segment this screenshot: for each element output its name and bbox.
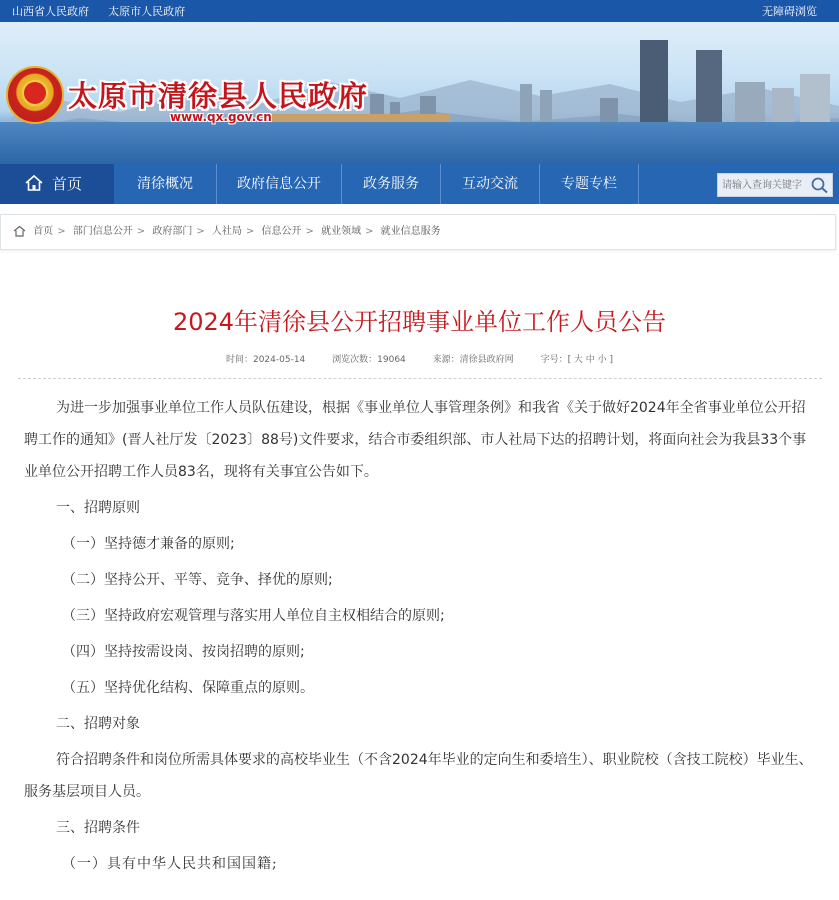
breadcrumb-bar xyxy=(0,214,836,250)
font-size-control[interactable]: 字号：[ 大 中 小 ] xyxy=(540,355,614,365)
breadcrumb-link[interactable]: 部门信息公开 xyxy=(72,226,133,237)
site-title: 太原市清徐县人民政府 xyxy=(68,79,369,113)
search-input[interactable] xyxy=(722,176,808,194)
section-heading: 三、招聘条件 xyxy=(56,820,140,836)
water-area xyxy=(0,122,839,164)
publish-time: 时间：2024-05-14 xyxy=(225,355,306,365)
main-nav xyxy=(0,164,839,204)
nav-item-overview[interactable]: 清徐概况 xyxy=(137,176,193,192)
breadcrumb: 首页 > 部门信息公开 > 政府部门 > 人社局 > 信息公开 > 就业领域 > 就业信息服务 xyxy=(13,215,441,249)
building xyxy=(540,90,552,124)
nav-item-gov-services[interactable]: 政务服务 xyxy=(363,176,419,192)
breadcrumb-link[interactable]: 政府部门 xyxy=(152,226,193,237)
nav-item-interaction[interactable]: 互动交流 xyxy=(462,176,518,192)
home-icon xyxy=(13,225,26,237)
list-item: （一）坚持德才兼备的原则; xyxy=(62,536,235,552)
site-banner xyxy=(0,22,839,164)
list-item: （一）具有中华人民共和国国籍; xyxy=(62,856,278,872)
list-item: （二）坚持公开、平等、竞争、择优的原则; xyxy=(62,572,333,588)
article-meta xyxy=(0,352,839,365)
building xyxy=(735,82,765,124)
nav-item-special-topics[interactable]: 专题专栏 xyxy=(561,176,617,192)
article-title: 2024年清徐县公开招聘事业单位工作人员公告 xyxy=(172,308,667,336)
breadcrumb-link[interactable]: 信息公开 xyxy=(261,226,302,237)
nav-home-label: 首页 xyxy=(52,175,83,193)
breadcrumb-link[interactable]: 人社局 xyxy=(211,226,242,237)
taiyuan-gov-link[interactable]: 太原市人民政府 xyxy=(108,5,186,18)
building xyxy=(520,84,532,124)
article-body xyxy=(24,392,814,884)
title-divider xyxy=(18,378,822,379)
search-box xyxy=(717,173,833,197)
list-item: （三）坚持政府宏观管理与落实用人单位自主权相结合的原则; xyxy=(62,608,445,624)
top-strip xyxy=(0,0,839,22)
article-source: 来源：清徐县政府网 xyxy=(432,355,514,365)
accessibility-link[interactable]: 无障碍浏览 xyxy=(762,5,817,18)
tower xyxy=(640,40,668,124)
list-item: （四）坚持按需设岗、按岗招聘的原则; xyxy=(62,644,305,660)
breadcrumb-link[interactable]: 就业信息服务 xyxy=(380,226,441,237)
nav-home[interactable] xyxy=(0,164,114,204)
breadcrumb-link[interactable]: 就业领域 xyxy=(321,226,362,237)
national-emblem-icon xyxy=(6,66,64,124)
shanxi-gov-link[interactable]: 山西省人民政府 xyxy=(12,5,89,18)
section-heading: 二、招聘对象 xyxy=(56,716,140,732)
view-count: 浏览次数：19064 xyxy=(332,355,406,365)
search-icon[interactable] xyxy=(810,176,830,194)
paragraph: 为进一步加强事业单位工作人员队伍建设，根据《事业单位人事管理条例》和我省《关于做好2024年全省事业单位公开招聘工作的通知》(晋人社厅发〔2023〕88号)文件要求，结合市委组织部、市人社局下达的招聘计划，将面向社会为我县33个事业单位公开招聘工作人员83名，现将有关事宜公告如下。 xyxy=(24,400,807,480)
home-icon xyxy=(24,174,44,192)
building xyxy=(772,88,794,124)
building xyxy=(600,98,618,124)
nav-item-gov-info[interactable]: 政府信息公开 xyxy=(237,176,321,192)
building xyxy=(800,74,830,124)
list-item: （五）坚持优化结构、保障重点的原则。 xyxy=(62,680,314,696)
breadcrumb-link[interactable]: 首页 xyxy=(33,226,54,237)
tower xyxy=(696,50,722,124)
section-heading: 一、招聘原则 xyxy=(56,500,140,516)
site-url: www.qx.gov.cn xyxy=(170,110,272,124)
top-links xyxy=(12,0,199,23)
paragraph: 符合招聘条件和岗位所需具体要求的高校毕业生（不含2024年毕业的定向生和委培生）、职业院校（含技工院校）毕业生、服务基层项目人员。 xyxy=(24,752,813,800)
